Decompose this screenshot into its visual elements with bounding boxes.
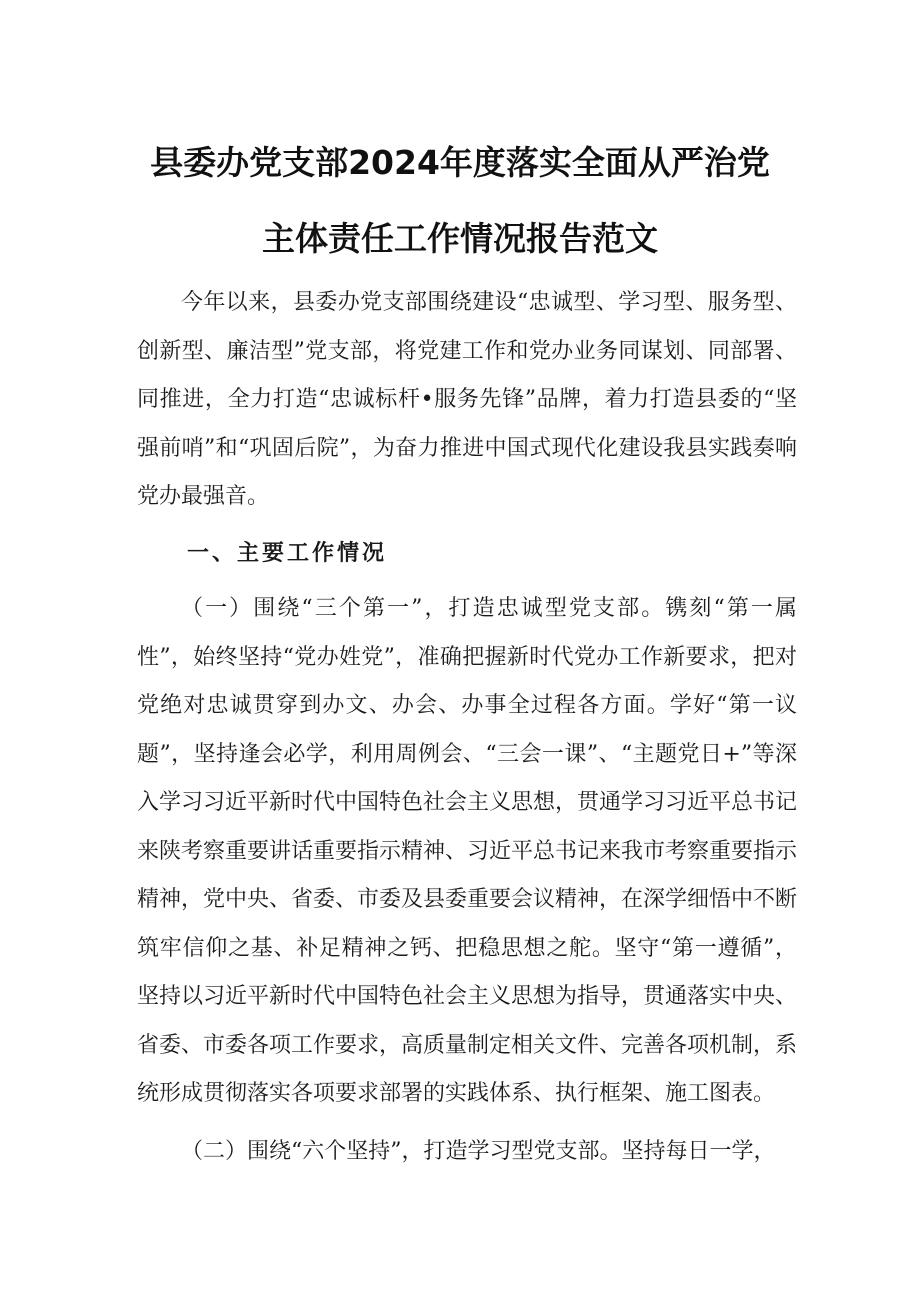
document-title-line2: 主体责任工作情况报告范文 — [262, 219, 658, 258]
section1-item1-paragraph: （一）围绕“三个第一”，打造忠诚型党支部。镌刻“第一属性”，始终坚持“党办姓党”，准确把握新时代党办工作新要求，把对党绝对忠诚贯穿到办文、办会、办事全过程各方面。学好“第一议题”，坚持逢会必学，利用周例会、“三会一课”、“主题党日+”等深入学习习近平新时代中国特色社会主义思想，贯通学习习近平总书记来陕考察重要讲话重要指示精神、习近平总书记来我市考察重要指示精神，党中央、省委、市委及县委重要会议精神，在深学细悟中不断筑牢信仰之基、补足精神之钙、把稳思想之舵。坚守“第一遵循”，坚持以习近平新时代中国特色社会主义思想为指导，贯通落实中央、省委、市委各项工作要求，高质量制定相关文件、完善各项机制，系统形成贯彻落实各项要求部署的实践体系、执行框架、施工图表。 — [137, 596, 798, 1106]
section1-item2-paragraph: （二）围绕“六个坚持”，打造学习型党支部。坚持每日一学， — [181, 1139, 776, 1164]
section-heading: 一、主要工作情况 — [187, 540, 388, 566]
document-title-line1: 县委办党支部2024年度落实全面从严治党 — [150, 143, 770, 182]
intro-paragraph: 今年以来，县委办党支部围绕建设“忠诚型、学习型、服务型、创新型、廉洁型”党支部，将党建工作和党办业务同谋划、同部署、同推进，全力打造“忠诚标杆•服务先锋”品牌，着力打造县委的“坚强前哨”和“巩固后院”，为奋力推进中国式现代化建设我县实践奏响党办最强音。 — [137, 290, 797, 509]
